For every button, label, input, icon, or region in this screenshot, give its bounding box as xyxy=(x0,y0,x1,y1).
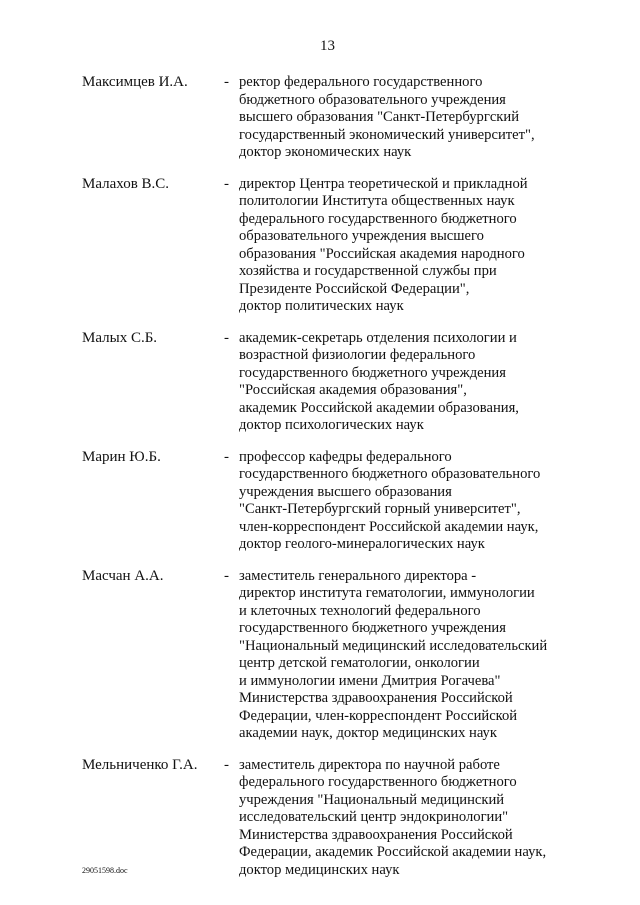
description-line: образования "Российская академия народного xyxy=(239,245,525,262)
description-line: заместитель директора по научной работе xyxy=(239,756,500,773)
description-line: федерального государственного бюджетного xyxy=(239,210,517,227)
description-line: политологии Института общественных наук xyxy=(239,193,515,209)
description-line: Министерства здравоохранения Российской xyxy=(239,690,513,706)
description-line: профессор кафедры федерального xyxy=(239,448,452,465)
member-description xyxy=(239,449,582,554)
member-name: Максимцев И.А. xyxy=(82,74,188,90)
member-entry xyxy=(82,449,582,554)
description-line: доктор экономических наук xyxy=(239,144,412,160)
description-line: учреждения "Национальный медицинский xyxy=(239,791,505,808)
description-line: Президенте Российской Федерации", xyxy=(239,280,470,297)
member-entry xyxy=(82,176,582,316)
member-entry xyxy=(82,568,582,743)
dash-separator: - xyxy=(224,567,229,584)
description-line: центр детской гематологии, онкологии xyxy=(239,655,480,671)
dash-separator: - xyxy=(224,756,229,773)
member-name: Мельниченко Г.А. xyxy=(82,756,198,773)
description-line: государственный экономический университет", xyxy=(239,126,535,143)
description-line: образовательного учреждения высшего xyxy=(239,228,484,244)
dash-separator: - xyxy=(224,175,229,192)
description-line: директор института гематологии, иммунологии xyxy=(239,585,535,601)
description-line: заместитель генерального директора - xyxy=(239,567,477,584)
dash-separator: - xyxy=(224,74,229,90)
description-line: "Санкт-Петербургский горный университет", xyxy=(239,501,521,517)
description-line: Федерации, академик Российской академии наук, xyxy=(239,844,547,860)
member-entry xyxy=(82,757,582,880)
member-name: Марин Ю.Б. xyxy=(82,448,161,465)
description-line: Министерства здравоохранения Российской xyxy=(239,826,513,843)
description-line: доктор политических наук xyxy=(239,298,404,314)
dash-separator: - xyxy=(224,329,229,346)
description-line: доктор медицинских наук xyxy=(239,861,400,878)
member-description xyxy=(239,568,582,743)
description-line: доктор психологических наук xyxy=(239,417,424,433)
member-description xyxy=(239,330,582,435)
description-line: ректор федерального государственного xyxy=(239,74,483,90)
member-list xyxy=(82,74,582,893)
description-line: "Национальный медицинский исследовательский xyxy=(239,637,548,654)
description-line: доктор геолого-минералогических наук xyxy=(239,536,485,552)
page-number: 13 xyxy=(320,38,335,54)
description-line: и иммунологии имени Дмитрия Рогачева" xyxy=(239,672,501,689)
member-description xyxy=(239,176,582,316)
description-line: государственного бюджетного учреждения xyxy=(239,364,506,381)
description-line: хозяйства и государственной службы при xyxy=(239,263,497,279)
member-entry xyxy=(82,74,582,162)
description-line: государственного бюджетного образовательного xyxy=(239,466,541,482)
description-line: возрастной физиологии федерального xyxy=(239,347,476,363)
description-line: академии наук, доктор медицинских наук xyxy=(239,725,497,741)
description-line: академик-секретарь отделения психологии и xyxy=(239,329,517,346)
description-line: учреждения высшего образования xyxy=(239,483,452,500)
description-line: директор Центра теоретической и прикладной xyxy=(239,175,528,192)
member-name: Малахов В.С. xyxy=(82,175,170,192)
description-line: Федерации, член-корреспондент Российской xyxy=(239,707,518,724)
description-line: государственного бюджетного учреждения xyxy=(239,620,506,636)
description-line: федерального государственного бюджетного xyxy=(239,774,517,790)
dash-separator: - xyxy=(224,448,229,465)
document-file-name: 29051598.doc xyxy=(82,866,128,875)
member-name: Малых С.Б. xyxy=(82,329,158,346)
description-line: член-корреспондент Российской академии наук, xyxy=(239,518,539,535)
description-line: академик Российской академии образования, xyxy=(239,399,519,416)
member-description xyxy=(239,74,582,162)
member-entry xyxy=(82,330,582,435)
description-line: исследовательский центр эндокринологии" xyxy=(239,809,509,825)
description-line: бюджетного образовательного учреждения xyxy=(239,91,506,108)
description-line: и клеточных технологий федерального xyxy=(239,602,481,619)
description-line: высшего образования "Санкт-Петербургский xyxy=(239,109,520,125)
description-line: "Российская академия образования", xyxy=(239,382,467,398)
member-name: Масчан А.А. xyxy=(82,567,164,584)
member-description xyxy=(239,757,582,880)
